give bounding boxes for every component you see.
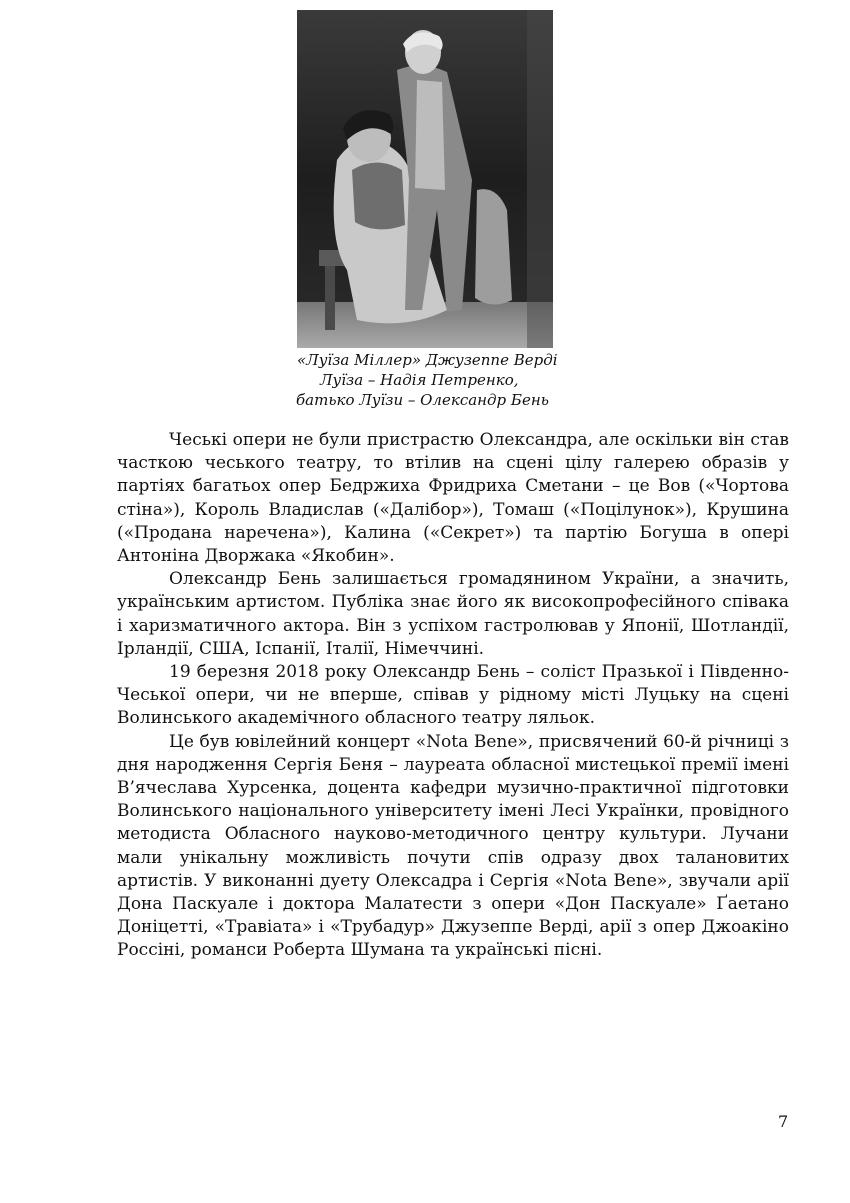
caption-line-1: «Луїза Міллер» Джузеппе Верді [297,351,558,369]
paragraph-3: 19 березня 2018 року Олександр Бень – соліст Празької і Південно-Чеської опери, чи не вперше, співав у рідному місті Луцьку на сцені Волинського академічного обласного театру ляльок. [117,662,789,729]
photo-caption [280,350,580,410]
page-number: 7 [778,1112,789,1131]
caption-line-3: батько Луїзи – Олександр Бень [296,391,549,409]
paragraph-1: Чеські опери не були пристрастю Олександра, але оскільки він став часткою чеського театру, то втілив на сцені цілу галерею образів у партіях багатьох опер Бедржиха Фридриха Сметани – це Вов («Чортова стіна»), Король Владислав («Далібор»), Томаш («Поцілунок»), Крушина («Продана наречена»), Калина («Секрет») та партію Богуша в опері Антоніна Дворжака «Якобин». [117,430,789,567]
stage-photo-graphic [297,10,553,348]
paragraph-4: Це був ювілейний концерт «Nota Bene», присвячений 60-й річниці з дня народження Сергія Беня – лауреата обласної мистецької премії імені В’ячеслава Хурсенка, доцента кафедри музично-практичної підготовки Волинського національного університету імені Лесі Українки, провідного методиста Обласного науково-методичного центру культури. Лучани мали унікальну можливість почути спів одразу двох талановитих артистів. У виконанні дуету Олексадра і Сергія «Nota Bene», звучали арії Дона Паскуале і доктора Малатести з опери «Дон Паскуале» Ґаетано Доніцетті, «Травіата» і «Трубадур» Джузеппе Верді, арії з опер Джоакіно Россіні, романси Роберта Шумана та українські пісні. [117,731,789,961]
caption-line-2: Луїза – Надія Петренко, [320,371,519,389]
paragraph-2: Олександр Бень залишається громадянином України, а значить, українським артистом. Публіка знає його як високопрофесійного співака і харизматичного актора. Він з успіхом гастролював у Японії, Шотландії, Ірландії, США, Іспанії, Італії, Німеччині. [117,569,789,659]
article-body [117,429,789,963]
stage-photo-icon [297,10,553,348]
